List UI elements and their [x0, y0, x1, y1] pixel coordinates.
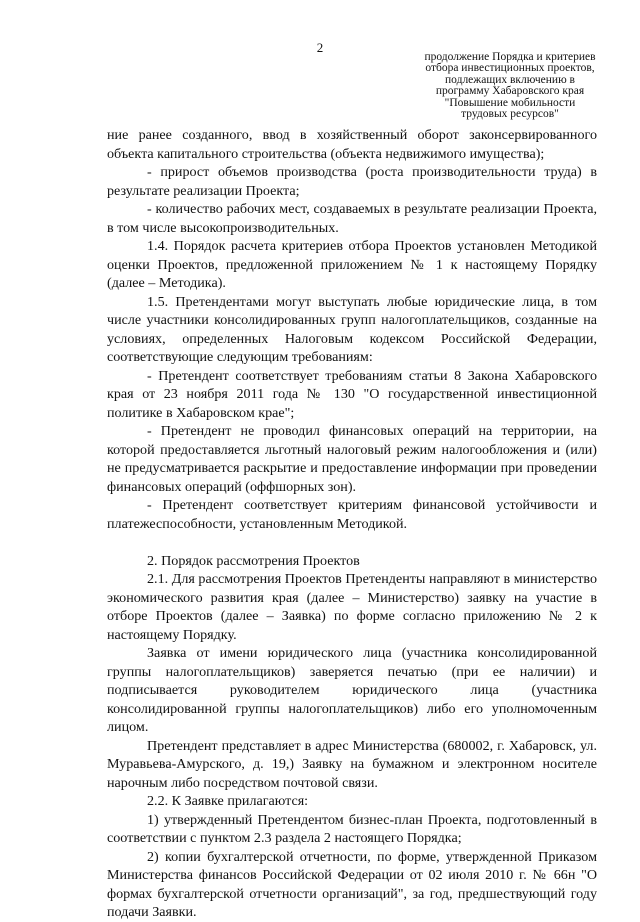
- paragraph: 1) утвержденный Претендентом бизнес-план Проекта, подготовленный в соответствии с пунктом 2.3 раздела 2 настоящего Порядка;: [107, 811, 597, 846]
- paragraph: - Претендент соответствует требованиям статьи 8 Закона Хабаровского края от 23 ноября 2011 года № 130 "О государственной инвестиционной политике в Хабаровском крае";: [107, 367, 597, 421]
- section-heading: 2. Порядок рассмотрения Проектов: [147, 552, 360, 569]
- page-number: 2: [316, 40, 324, 55]
- paragraph: ние ранее созданного, ввод в хозяйственный оборот законсервированного объекта капитального строительства (объекта недвижимого имущества);: [107, 127, 597, 162]
- paragraph: - прирост объемов производства (роста производительности труда) в результате реализации Проекта;: [107, 164, 597, 199]
- paragraph: - Претендент соответствует критериям финансовой устойчивости и платежеспособности, установленным Методикой.: [107, 497, 597, 532]
- header-note-line: подлежащих включению в: [445, 73, 575, 86]
- paragraph: 1.5. Претендентами могут выступать любые юридические лица, в том числе участники консолидированных групп налогоплательщиков, созданные на условиях, определенных Налоговым кодексом Российской Федерации, соответствующие следующим требованиям:: [107, 293, 597, 365]
- paragraph: 2.1. Для рассмотрения Проектов Претенденты направляют в министерство экономического развития края (далее – Министерство) заявку на участие в отборе Проектов (далее – Заявка) по форме согласно приложению № 2 к настоящему Порядку.: [107, 571, 597, 643]
- paragraph: 1.4. Порядок расчета критериев отбора Проектов установлен Методикой оценки Проектов, предложенной приложением № 1 к настоящему Порядку (далее – Методика).: [107, 238, 597, 291]
- header-note-line: продолжение Порядка и критериев: [424, 51, 596, 63]
- header-note-line: "Повышение мобильности: [444, 96, 576, 109]
- paragraph: Претендент представляет в адрес Министерства (680002, г. Хабаровск, ул. Муравьева-Амурского, д. 19,) Заявку на бумажном и электронном носителе нарочным либо посредством почтовой связи.: [107, 737, 597, 791]
- header-note-line: программу Хабаровского края: [435, 85, 585, 98]
- paragraph: 2) копии бухгалтерской отчетности, по форме, утвержденной Приказом Министерства финансов Российской Федерации от 02 июля 2010 г. № 66н "О формах бухгалтерской отчетности организаций", за год, предшествующий году подачи Заявки.: [107, 848, 597, 920]
- document-body: [107, 126, 597, 922]
- header-note: [400, 52, 620, 120]
- paragraph: Заявка от имени юридического лица (участника консолидированной группы налогоплательщиков) заверяется печатью (при ее наличии) и подписывается руководителем юридического лица (участника консолидированной группы налогоплательщиков) либо его уполномоченным лицом.: [107, 645, 597, 735]
- paragraph: - Претендент не проводил финансовых операций на территории, на которой предоставляется льготный налоговый режим налогообложения и (или) не предусматривается раскрытие и предоставление информации при проведении финансовых операций (оффшорных зон).: [107, 423, 597, 495]
- header-note-line: отбора инвестиционных проектов,: [425, 62, 595, 75]
- paragraph: 2.2. К Заявке прилагаются:: [147, 793, 309, 809]
- paragraph: - количество рабочих мест, создаваемых в результате реализации Проекта, в том числе высокопроизводительных.: [107, 201, 597, 236]
- header-note-line: трудовых ресурсов": [461, 108, 559, 121]
